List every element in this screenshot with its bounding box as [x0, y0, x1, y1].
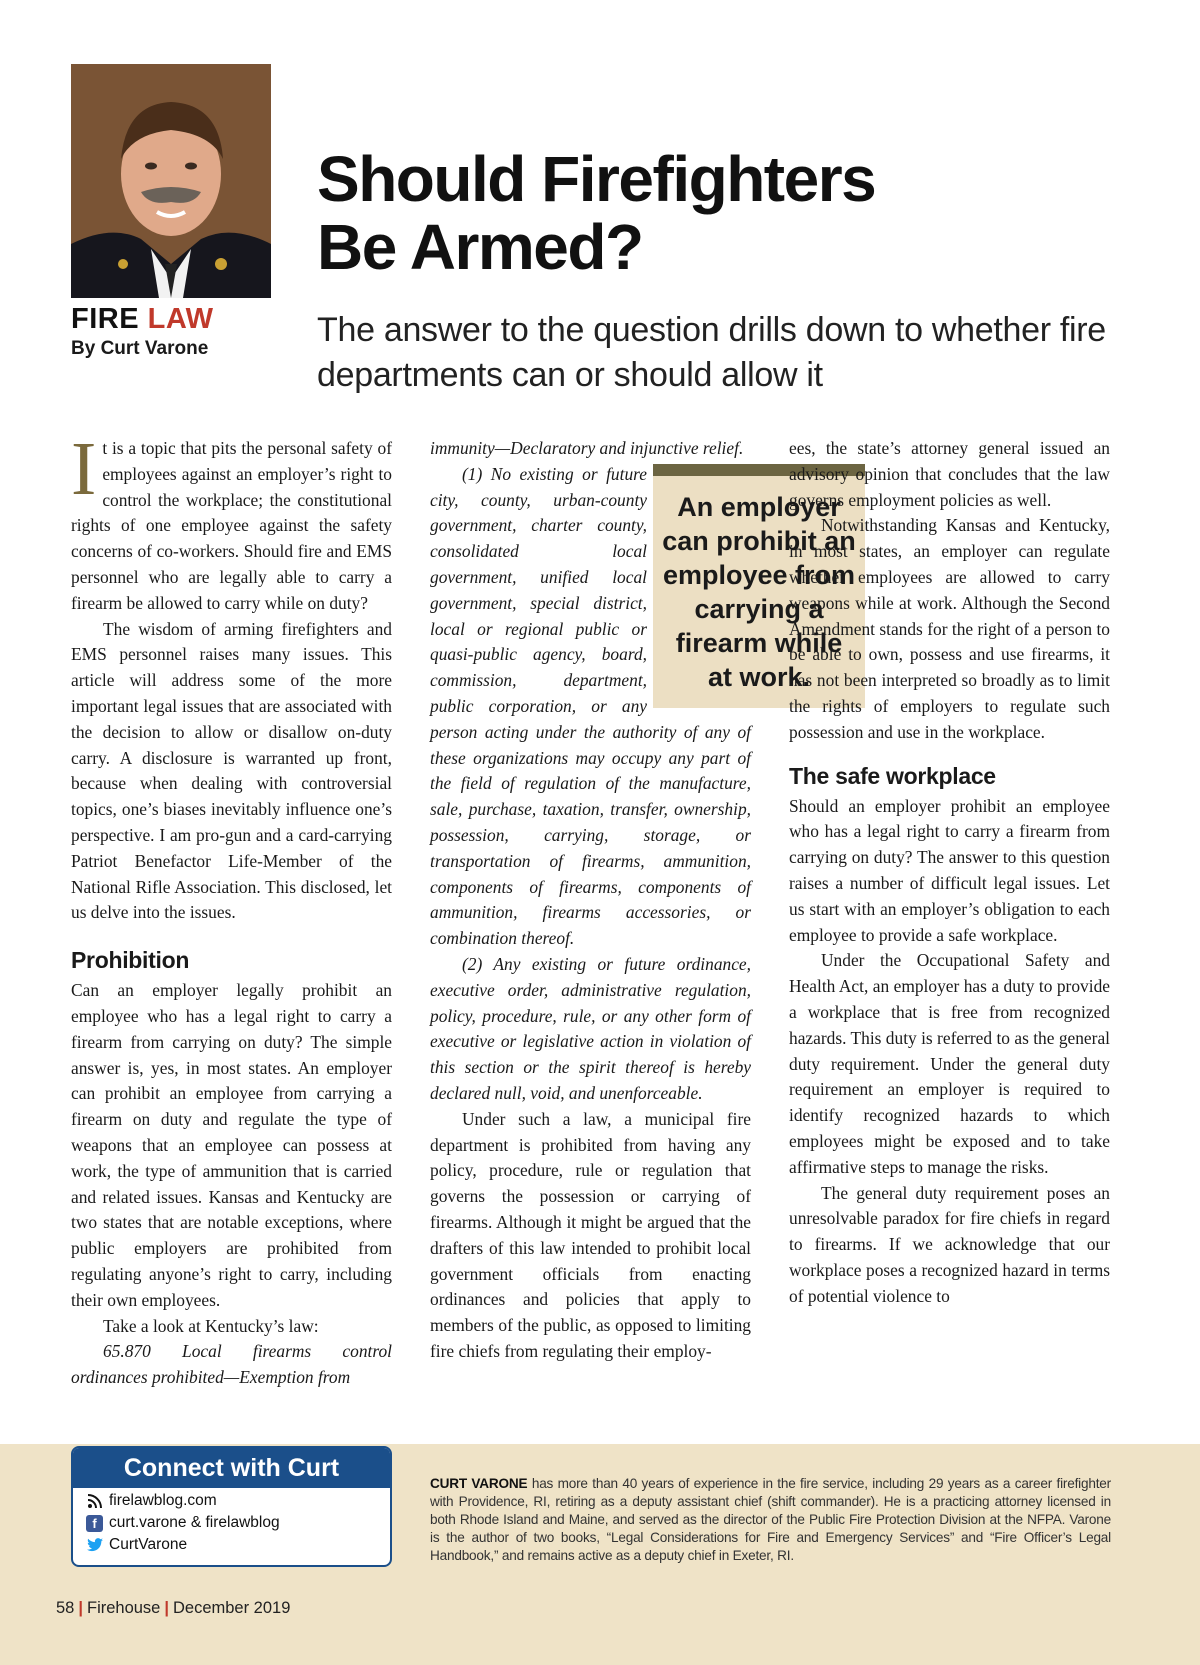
- magazine-name: Firehouse: [86, 1599, 161, 1617]
- folio-separator: |: [164, 1599, 169, 1617]
- connect-box: [71, 1446, 392, 1567]
- connect-twitter-text: CurtVarone: [109, 1536, 188, 1553]
- paragraph-text: Notwithstanding Kansas and Kentucky, in most states, an employer can regulate whether employees are allowed to carry weapons while at work. Although the Second Amendment stands for the right of a person to be able to own, possess and use firearms, it has not been interpreted so broadly as to limit the rights of employers to regulate such possession and use in the workplace.: [789, 515, 1110, 742]
- paragraph: Take a look at Kentucky’s law:: [103, 1315, 319, 1336]
- statute-quote: immunity—Declaratory and injunctive relief.: [430, 438, 744, 458]
- page-number: 58: [56, 1599, 75, 1617]
- paragraph: The general duty requirement poses an unresolvable paradox for fire chiefs in regard to firearms. If we acknowledge that our workplace poses a recognized hazard in terms of potential violence to: [789, 1182, 1110, 1306]
- column-name-law: LAW: [147, 303, 214, 335]
- column-1: [71, 427, 392, 1391]
- headline: [317, 145, 1137, 281]
- paragraph: Under such a law, a municipal fire department is prohibited from having any policy, procedure, rule or regulation that governs the possession or carrying of firearms. Although it might be argued that the drafters of this law intended to prohibit local government officials from enacting ordinances and policies that apply to members of the public, as opposed to limiting fire chiefs from regulating their employ-: [430, 1108, 751, 1361]
- author-bio: [430, 1475, 1111, 1565]
- byline: By Curt Varone: [71, 338, 209, 359]
- paragraph: [789, 513, 1110, 745]
- folio-separator: |: [78, 1599, 83, 1617]
- column-name: [71, 303, 214, 336]
- connect-facebook-text: curt.varone & firelawblog: [109, 1514, 280, 1531]
- deck-line2: departments can or should allow it: [317, 356, 823, 394]
- paragraph: Can an employer legally prohibit an employee who has a legal right to carry a firearm from carrying on duty? The simple answer is, yes, in most states. An employer can prohibit an employee from carrying a firearm on duty and regulate the type of weapons that an employee can possess at work, the type of ammunition that is carried and related issues. Kansas and Kentucky are two states that are notable exceptions, where public employers are prohibited from regulating anyone’s right to carry, including their own employees.: [71, 980, 392, 1310]
- subhead-safe-workplace: The safe workplace: [789, 762, 996, 789]
- statute-quote: 65.870 Local firearms control ordinances prohibited—Exemption from: [71, 1341, 392, 1388]
- paragraph: Under the Occupational Safety and Health Act, an employer has a duty to provide a workplace that is free from recognized hazards. This duty is referred to as the general duty requirement. Under the general duty requirement an employer is required to identify recognized hazards to which employees might be exposed and to take affirmative steps to manage the risks.: [789, 950, 1110, 1177]
- bio-text: has more than 40 years of experience in the fire service, including 29 years as a career firefighter with Providence, RI, retiring as a deputy assistant chief (shift commander). He is a practicing attorney licensed in both Rhode Island and Maine, and served as the director of the Public Fire Protection Division at the NFPA. Varone is the author of two books, “Legal Considerations for Fire and Emergency Services” and “Fire Officer’s Legal Handbook,” and remains active as a deputy chief in Exeter, RI.: [430, 1476, 1111, 1563]
- connect-twitter-link[interactable]: [86, 1536, 390, 1554]
- page-folio: [56, 1599, 290, 1618]
- column-label: [71, 303, 214, 360]
- bio-name: CURT VARONE: [430, 1476, 528, 1491]
- paragraph: ees, the state’s attorney general issued an advisory opinion that concludes that the law governs employment policies as well.: [789, 438, 1110, 510]
- column-name-fire: FIRE: [71, 303, 140, 335]
- paragraph: The wisdom of arming firefighters and EMS personnel raises many issues. This article will address some of the more important legal issues that are associated with the decision to allow or disallow on-duty carry. A disclosure is warranted up front, because when dealing with controversial topics, one’s biases inevitably influence one’s perspective. I am pro-gun and a card-carrying Patriot Benefactor Life-Member of the National Rifle Association. This disclosed, let us delve into the issues.: [71, 618, 392, 923]
- column-2: [430, 436, 856, 1365]
- facebook-icon: f: [86, 1515, 103, 1532]
- headline-line1: Should Firefighters: [317, 143, 876, 215]
- subhead-prohibition: Prohibition: [71, 947, 190, 974]
- headline-line2: Be Armed?: [317, 211, 643, 283]
- paragraph: Should an employer prohibit an employee who has a legal right to carry a firearm from carrying on duty? The answer to this question raises a number of difficult legal issues. Let us start with an employer’s obligation to each employee to provide a safe workplace.: [789, 795, 1110, 945]
- connect-title: Connect with Curt: [73, 1448, 390, 1488]
- paragraph-text: t is a topic that pits the personal safety of employees against an employer’s right to control the workplace; the constitutional rights of one employee against the safety concerns of co-workers. Should fire and EMS personnel who are legally able to carry a firearm be allowed to carry while on duty?: [71, 438, 392, 613]
- deck-line1: The answer to the question drills down to whether fire: [317, 311, 1106, 349]
- column-3: [789, 436, 1110, 1310]
- rss-icon: [86, 1493, 103, 1510]
- drop-cap: I: [71, 427, 97, 511]
- statute-quote: (2) Any existing or future ordinance, executive order, administrative regulation, policy, procedure, rule, or any other form of executive or legislative action in violation of this section or the spirit thereof is hereby declared null, void, and unenforceable.: [430, 953, 751, 1103]
- author-portrait: [71, 64, 271, 298]
- deck: [317, 308, 1137, 398]
- twitter-icon: [86, 1537, 103, 1554]
- connect-blog-link[interactable]: [86, 1492, 390, 1510]
- statute-quote: (1) No existing or future city, county, urban-county government, charter county, consolidated local government, unified local government, special district, local or regional public or quasi-public agency, board, commission, department, public corporation, or any person acting under the authority of any of these organizations may occupy any part of the field of regulation of the manufacture, sale, purchase, taxation, transfer, ownership, possession, carrying, storage, or transportation of firearms, ammunition, components of firearms, components of ammunition, firearms accessories, or combination thereof.: [430, 463, 751, 949]
- paragraph: [71, 427, 392, 617]
- connect-facebook-link[interactable]: [86, 1514, 390, 1532]
- pull-quote: An employer can prohibit an employee from carrying a firearm while at work.: [653, 464, 865, 708]
- issue-date: December 2019: [172, 1599, 291, 1617]
- connect-blog-text: firelawblog.com: [109, 1492, 217, 1509]
